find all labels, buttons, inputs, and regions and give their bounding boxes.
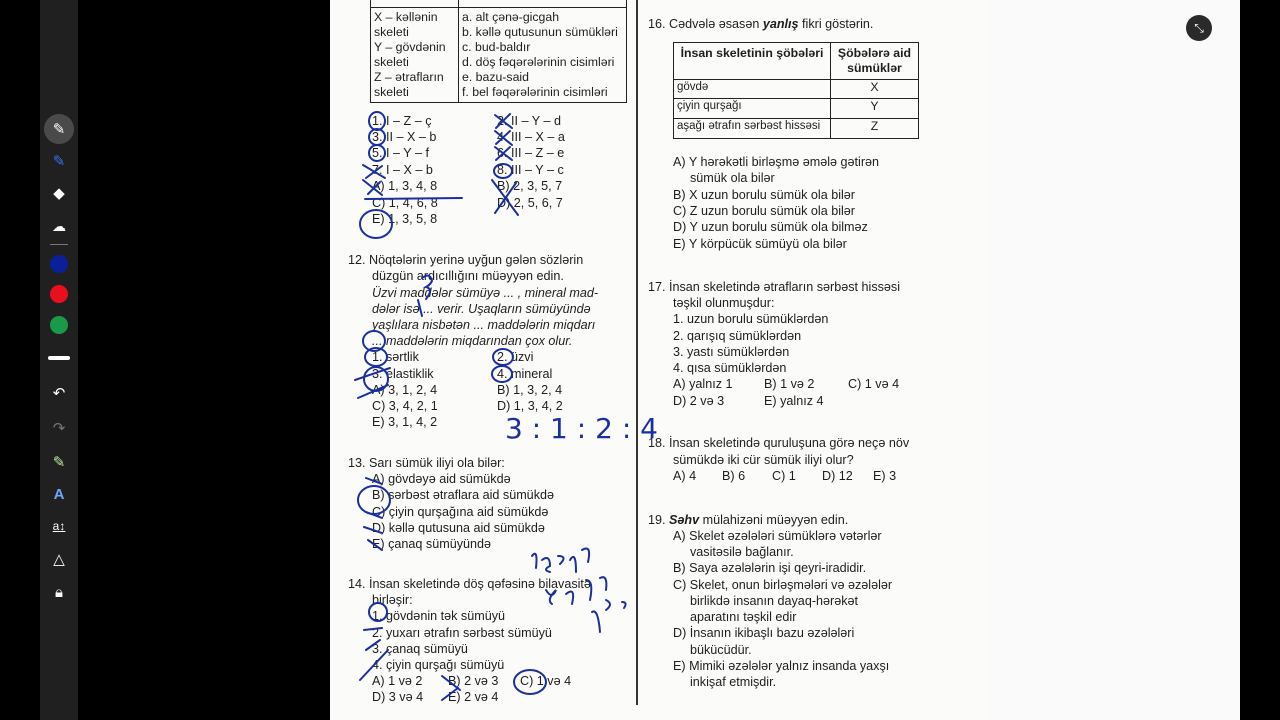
q14-item: 4. çiyin qurşağı sümüyü bbox=[372, 658, 505, 672]
pen-icon[interactable]: ✎ bbox=[44, 114, 74, 144]
q17-title: 17. İnsan skeletində ətrafların sərbəst hissəsi bbox=[648, 280, 901, 294]
exam-page bbox=[330, 0, 990, 720]
q11-option: D) 2, 5, 6, 7 bbox=[497, 196, 563, 210]
q16-option: C) Z uzun borulu sümük ola bilər bbox=[673, 204, 855, 218]
text-size-icon[interactable]: a↕ bbox=[52, 519, 66, 533]
q11-item: 6. III – Z – e bbox=[497, 146, 565, 160]
q17-item: 4. qısa sümüklərdən bbox=[673, 361, 787, 375]
q12-option: B) 1, 3, 2, 4 bbox=[497, 383, 563, 397]
cell: Y – gövdənin bbox=[374, 40, 446, 54]
cell: f. bel fəqərələrinin cisimləri bbox=[462, 85, 608, 99]
q12-item: 3. elastiklik bbox=[372, 367, 434, 381]
header-cell: Şöbələrə aid sümüklər bbox=[831, 43, 919, 80]
q19-title-text: mülahizəni müəyyən edin. bbox=[699, 513, 849, 527]
color-red[interactable] bbox=[44, 279, 74, 309]
q17-option: A) yalnız 1 bbox=[673, 377, 733, 391]
q16-title-text: fikri göstərin. bbox=[798, 17, 874, 31]
q16-title-emphasis: yanlış bbox=[762, 17, 799, 31]
q16-option: E) Y körpücük sümüyü ola bilər bbox=[673, 237, 847, 251]
q19-option: inkişaf etmişdir. bbox=[690, 675, 777, 689]
q14-title: birləşir: bbox=[372, 593, 413, 607]
q13-option: D) kəllə qutusuna aid sümükdə bbox=[372, 521, 545, 535]
cell: X bbox=[831, 80, 919, 99]
q14-option: A) 1 və 2 bbox=[372, 674, 423, 688]
q17-item: 3. yastı sümüklərdən bbox=[673, 345, 790, 359]
text-icon[interactable]: A bbox=[53, 485, 65, 503]
cell: d. döş fəqərələrinin cisimləri bbox=[462, 55, 615, 69]
cell: aşağı ətrafın sərbəst hissəsi bbox=[674, 119, 831, 139]
q18-option: A) 4 bbox=[673, 469, 697, 483]
q14-title: 14. İnsan skeletində döş qəfəsinə bilavasitə bbox=[348, 577, 591, 591]
q17-item: 2. qarışıq sümüklərdən bbox=[673, 329, 802, 343]
q19-number: 19. bbox=[648, 513, 670, 527]
q19-option: birlikdə insanın dayaq-hərəkət bbox=[690, 594, 859, 608]
highlighter-icon[interactable]: ✎ bbox=[52, 153, 66, 170]
color-green[interactable] bbox=[44, 310, 74, 340]
q14-option: E) 2 və 4 bbox=[448, 690, 499, 704]
q11-item: 8. III – Y – c bbox=[497, 163, 564, 177]
color-blue[interactable] bbox=[44, 249, 74, 279]
q12-item: 4. mineral bbox=[497, 367, 553, 381]
cell: skeleti bbox=[374, 85, 409, 99]
q11-item: 4. III – X – a bbox=[497, 130, 565, 144]
q12-option: C) 3, 4, 2, 1 bbox=[372, 399, 438, 413]
q12-option: E) 3, 1, 4, 2 bbox=[372, 415, 438, 429]
handwritten-ratio: 3 : 1 : 2 : 4 bbox=[505, 412, 658, 445]
q19-option: aparatını təşkil edir bbox=[690, 610, 797, 624]
q18-option: C) 1 bbox=[772, 469, 796, 483]
collapse-icon[interactable]: ⤡ bbox=[1186, 15, 1212, 41]
cell: a. alt çənə-gicgah bbox=[462, 10, 560, 24]
cell: Y bbox=[831, 99, 919, 119]
q13-title: 13. Sarı sümük iliyi ola bilər: bbox=[348, 456, 505, 470]
q17-option: C) 1 və 4 bbox=[848, 377, 900, 391]
q12-item: 2. üzvi bbox=[497, 350, 534, 364]
q13-option: C) çiyin qurşağına aid sümükdə bbox=[372, 505, 549, 519]
q11-item: 2. II – Y – d bbox=[497, 114, 561, 128]
q13-option: B) sərbəst ətraflara aid sümükdə bbox=[372, 488, 554, 502]
q12-text: yaşlılara nisbətən ... maddələrin miqdarı bbox=[372, 318, 596, 332]
q19-option: bükücüdür. bbox=[690, 643, 752, 657]
q14-option: D) 3 və 4 bbox=[372, 690, 424, 704]
column-divider bbox=[636, 0, 638, 705]
q18-option: D) 12 bbox=[822, 469, 853, 483]
canvas-margin bbox=[990, 0, 1240, 720]
pen-toolbar bbox=[40, 0, 78, 720]
q11-option: A) 1, 3, 4, 8 bbox=[372, 179, 438, 193]
q11-table bbox=[370, 0, 627, 103]
cell: b. kəllə qutusunun sümükləri bbox=[462, 25, 618, 39]
q17-title: təşkil olunmuşdur: bbox=[673, 296, 775, 310]
separator bbox=[50, 244, 68, 245]
q11-option: C) 1, 4, 6, 8 bbox=[372, 196, 438, 210]
q16-option: B) X uzun borulu sümük ola bilər bbox=[673, 188, 856, 202]
q11-item: 3. II – X – b bbox=[372, 130, 437, 144]
q16-option: A) Y hərəkətli birləşmə əmələ gətirən bbox=[673, 155, 880, 169]
cell: Z – ətrafların bbox=[374, 70, 444, 84]
q19-option: A) Skelet əzələləri sümüklərə vətərlər bbox=[673, 529, 882, 543]
eraser-icon[interactable]: ◆ bbox=[53, 185, 65, 202]
redo-icon[interactable]: ↷ bbox=[52, 420, 66, 437]
lock-icon[interactable]: 🔒︎ bbox=[55, 583, 63, 601]
q16-option: sümük ola bilər bbox=[690, 171, 775, 185]
cell: c. bud-baldır bbox=[462, 40, 531, 54]
cell: çiyin qurşağı bbox=[674, 99, 831, 119]
q13-option: E) çanaq sümüyündə bbox=[372, 537, 492, 551]
undo-icon[interactable]: ↶ bbox=[52, 385, 66, 402]
cell: X – kəllənin bbox=[374, 10, 438, 24]
cell: Z bbox=[831, 119, 919, 139]
q18-option: B) 6 bbox=[722, 469, 746, 483]
q11-option: E) 1, 3, 5, 8 bbox=[372, 212, 438, 226]
ruler-pen-icon[interactable]: ✎ bbox=[52, 454, 66, 471]
q18-title: 18. İnsan skeletində quruluşuna görə neçə növ bbox=[648, 436, 910, 450]
q12-text: dələr isə ... verir. Uşaqların sümüyündə bbox=[372, 302, 591, 316]
q14-item: 2. yuxarı ətrafın sərbəst sümüyü bbox=[372, 626, 552, 640]
q14-item: 1. gövdənin tək sümüyü bbox=[372, 609, 506, 623]
q11-item: 7. I – X – b bbox=[372, 163, 433, 177]
q17-item: 1. uzun borulu sümüklərdən bbox=[673, 312, 829, 326]
cell: gövdə bbox=[674, 80, 831, 99]
q12-item: 1. sərtlik bbox=[372, 350, 419, 364]
header-cell: İnsan skeletinin şöbələri bbox=[674, 43, 831, 80]
q17-option: B) 1 və 2 bbox=[764, 377, 815, 391]
q17-option: D) 2 və 3 bbox=[673, 394, 725, 408]
q16-table bbox=[673, 42, 919, 139]
q18-title: sümükdə iki cür sümük iliyi olur? bbox=[673, 453, 854, 467]
q12-title: 12. Nöqtələrin yerinə uyğun gələn sözlərin bbox=[348, 253, 584, 267]
q12-option: D) 1, 3, 4, 2 bbox=[497, 399, 563, 413]
q14-option: C) 1 və 4 bbox=[520, 674, 572, 688]
q11-item: 5. I – Y – f bbox=[372, 146, 429, 160]
q13-option: A) gövdəyə aid sümükdə bbox=[372, 472, 511, 486]
q11-option: B) 2, 3, 5, 7 bbox=[497, 179, 563, 193]
q11-item: 1. I – Z – ç bbox=[372, 114, 432, 128]
cell: skeleti bbox=[374, 25, 409, 39]
cell: e. bazu-said bbox=[462, 70, 529, 84]
stroke-width-slider[interactable] bbox=[48, 356, 70, 360]
q19-emphasis: Səhv bbox=[669, 513, 700, 527]
q12-title: düzgün ardıcıllığını müəyyən edin. bbox=[372, 269, 564, 283]
lasso-icon[interactable]: ☁ bbox=[52, 217, 66, 234]
q19-option: D) İnsanın ikibaşlı bazu əzələləri bbox=[673, 626, 855, 640]
cell: skeleti bbox=[374, 55, 409, 69]
q17-option: E) yalnız 4 bbox=[764, 394, 824, 408]
q12-text: ... maddələrin miqdarından çox olur. bbox=[372, 334, 573, 348]
q12-text: Üzvi maddələr sümüyə ... , mineral mad- bbox=[372, 286, 599, 300]
q19-option: E) Mimiki əzələlər yalnız insanda yaxşı bbox=[673, 659, 890, 673]
q14-item: 3. çanaq sümüyü bbox=[372, 642, 468, 656]
q19-title bbox=[648, 513, 848, 528]
q18-option: E) 3 bbox=[873, 469, 897, 483]
q12-option: A) 3, 1, 2, 4 bbox=[372, 383, 438, 397]
q16-title-text: 16. Cədvələ əsasən bbox=[648, 17, 763, 31]
q16-option: D) Y uzun borulu sümük ola bilməz bbox=[673, 220, 868, 234]
q14-option: B) 2 və 3 bbox=[448, 674, 499, 688]
q19-option: B) Saya əzələlərin işi qeyri-iradidir. bbox=[673, 561, 867, 575]
q16-title bbox=[648, 17, 873, 32]
q19-option: C) Skelet, onun birləşmələri və əzələlər bbox=[673, 578, 893, 592]
shapes-icon[interactable]: △ bbox=[53, 551, 65, 568]
q19-option: vasitəsilə bağlanır. bbox=[690, 545, 794, 559]
